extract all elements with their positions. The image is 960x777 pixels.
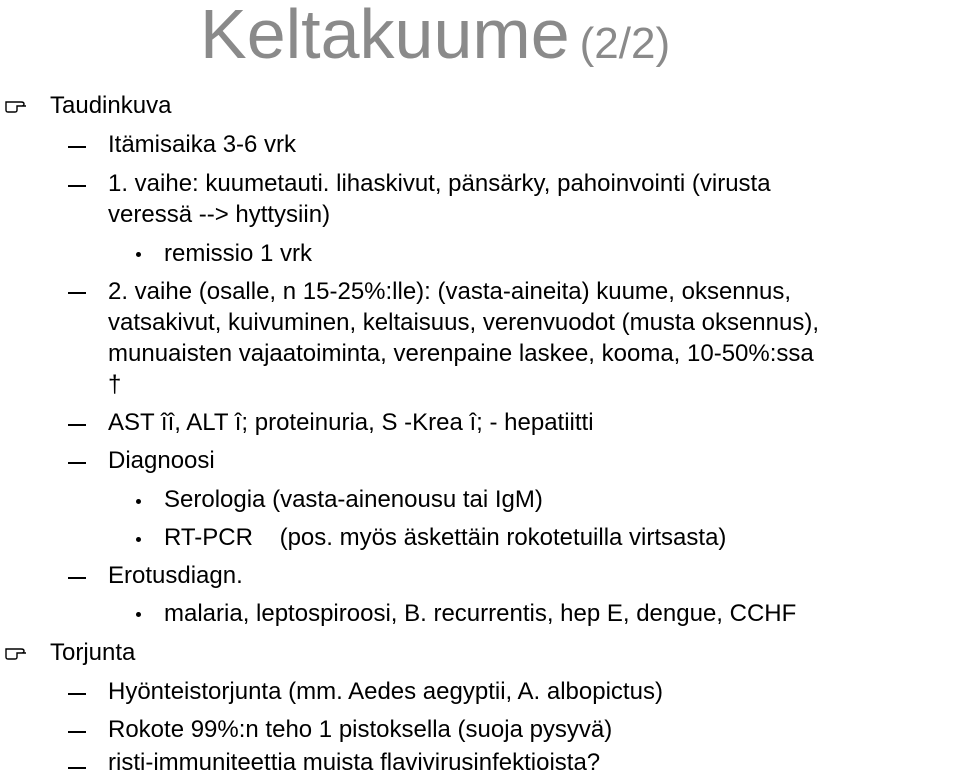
slide-title-part: (2/2) bbox=[579, 19, 671, 68]
list-item: AST îî, ALT î; proteinuria, S -Krea î; - hepatiitti bbox=[108, 409, 594, 436]
dash-bullet bbox=[68, 146, 86, 148]
list-item-line: vatsakivut, kuivuminen, keltaisuus, verenvuodot (musta oksennus), bbox=[108, 309, 820, 336]
dot-bullet bbox=[136, 612, 141, 617]
dash-bullet bbox=[68, 424, 86, 426]
list-item: Hyönteistorjunta (mm. Aedes aegyptii, A. albopictus) bbox=[108, 678, 663, 705]
list-item: Erotusdiagn. bbox=[108, 562, 243, 589]
dot-bullet bbox=[136, 537, 141, 542]
list-item-line: 2. vaihe (osalle, n 15-25%:lle): (vasta-aineita) kuume, oksennus, bbox=[108, 278, 792, 305]
dash-bullet bbox=[68, 731, 86, 733]
pointing-hand-icon bbox=[4, 93, 34, 115]
slide-title bbox=[200, 0, 670, 84]
list-item-line: 1. vaihe: kuumetauti. lihaskivut, pänsärky, pahoinvointi (virusta bbox=[108, 170, 771, 197]
list-item-line: veressä --> hyttysiin) bbox=[108, 201, 331, 228]
slide-title-main: Keltakuume bbox=[200, 0, 570, 73]
dash-bullet bbox=[68, 462, 86, 464]
dagger-mark: † bbox=[108, 371, 122, 398]
sub-list-item: Serologia (vasta-ainenousu tai IgM) bbox=[164, 486, 543, 513]
dot-bullet bbox=[136, 499, 141, 504]
list-item: Itämisaika 3-6 vrk bbox=[108, 131, 297, 158]
dash-bullet bbox=[68, 693, 86, 695]
dot-bullet bbox=[136, 252, 141, 257]
list-item: Rokote 99%:n teho 1 pistoksella (suoja pysyvä) bbox=[108, 716, 613, 743]
sub-list-item: remissio 1 vrk bbox=[164, 240, 313, 267]
dash-bullet bbox=[68, 577, 86, 579]
list-item-line: munuaisten vajaatoiminta, verenpaine laskee, kooma, 10-50%:ssa bbox=[108, 340, 814, 367]
pointing-hand-icon bbox=[4, 640, 34, 662]
dash-bullet bbox=[68, 767, 86, 769]
sub-list-item: malaria, leptospiroosi, B. recurrentis, hep E, dengue, CCHF bbox=[164, 600, 797, 627]
sub-list-item: RT-PCR (pos. myös äskettäin rokotetuilla virtsasta) bbox=[164, 524, 727, 551]
section-heading-torjunta: Torjunta bbox=[50, 639, 136, 666]
dash-bullet bbox=[68, 185, 86, 187]
list-item: Diagnoosi bbox=[108, 447, 215, 474]
section-heading-taudinkuva: Taudinkuva bbox=[50, 92, 172, 119]
dash-bullet bbox=[68, 292, 86, 294]
list-item: risti-immuniteettia muista flavivirusinfektioista? bbox=[108, 749, 601, 776]
